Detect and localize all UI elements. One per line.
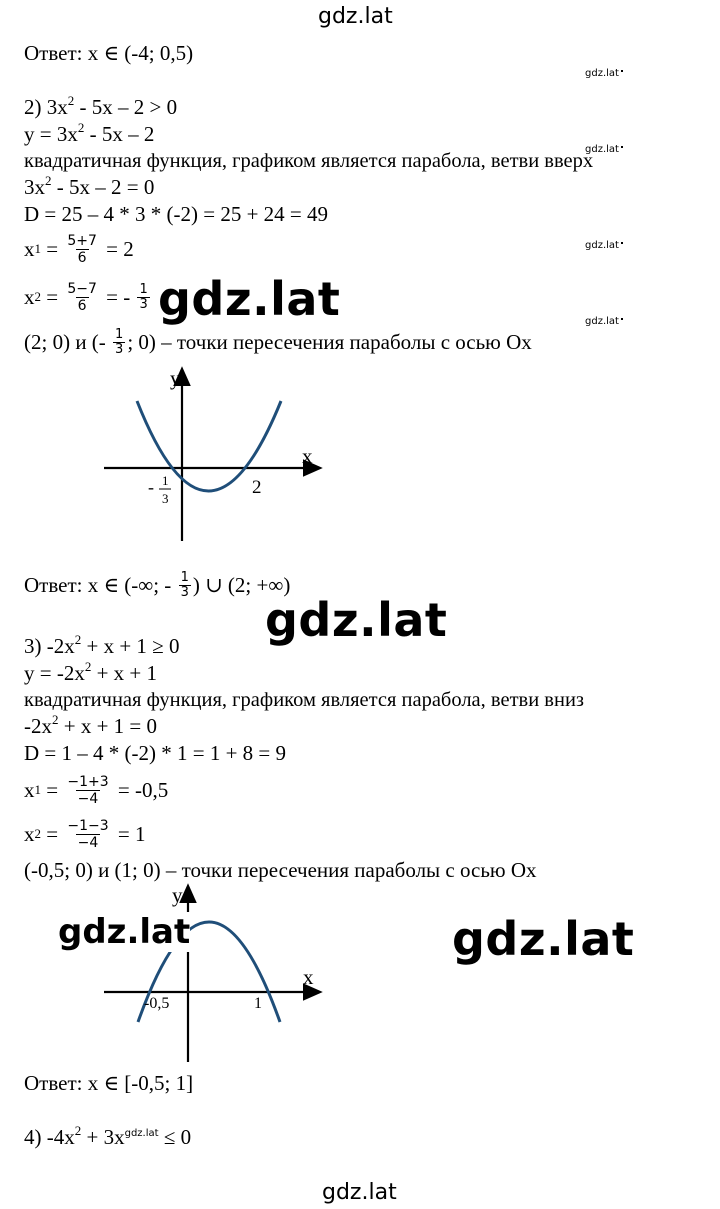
- task2-equation-b: - 5x – 2 = 0: [51, 175, 155, 199]
- task2-inequality-a: 2) 3x: [24, 95, 68, 119]
- task4-a: 4) -4x: [24, 1125, 75, 1149]
- x-axis-label: x: [303, 965, 314, 989]
- task3-inequality-a: 3) -2x: [24, 634, 75, 658]
- fraction-numerator: 5−7: [67, 280, 97, 297]
- root-right-label: 1: [254, 995, 262, 1012]
- watermark-top: gdz.lat: [318, 4, 393, 29]
- task3-discriminant: D = 1 – 4 * (-2) * 1 = 1 + 8 = 9: [24, 741, 287, 765]
- task3-function-a: y = -2x: [24, 661, 85, 685]
- x-label: x: [24, 236, 35, 261]
- y-axis-label: y: [170, 366, 181, 390]
- fraction-denominator: 3: [139, 296, 148, 312]
- task2-answer: [24, 566, 290, 604]
- x1-fraction: [65, 233, 99, 266]
- task2-discriminant: D = 25 – 4 * 3 * (-2) = 25 + 24 = 49: [24, 202, 329, 226]
- answer-prefix: Ответ: x ∈: [24, 41, 125, 65]
- equals: =: [41, 777, 64, 802]
- watermark-big-1: gdz.lat: [158, 272, 341, 326]
- x-label: x: [24, 777, 35, 802]
- fraction-numerator: 1: [115, 326, 124, 342]
- task3-answer: Ответ: x ∈ [-0,5; 1]: [24, 1071, 194, 1095]
- root-left-num: 1: [162, 473, 169, 488]
- root-left-label: -0,5: [144, 995, 170, 1012]
- task3-function-b: + x + 1: [91, 661, 158, 685]
- watermark-bottom: gdz.lat: [322, 1180, 397, 1205]
- answer-value: (-4; 0,5): [124, 41, 194, 65]
- exponent: 2: [67, 93, 75, 108]
- fraction-numerator: 1: [139, 281, 148, 297]
- exponent: 2: [77, 120, 85, 135]
- task3-x1: x 1 = $\frac{-1+3}{-4}$ = -0,5: [24, 773, 169, 807]
- task3-equation-a: -2x: [24, 714, 52, 738]
- equals: =: [41, 236, 64, 261]
- fraction-numerator: 5+7: [67, 232, 97, 249]
- root-right-label: 2: [252, 477, 262, 498]
- parabola-graph-up: [100, 365, 330, 545]
- task2-function-b: - 5x – 2: [84, 122, 155, 146]
- task2-intersection: [24, 323, 532, 361]
- x2-fraction: [65, 281, 99, 314]
- answer-b: ) ∪ (2; +∞): [192, 572, 291, 597]
- task4-c: ≤ 0: [158, 1125, 192, 1149]
- equals: =: [41, 284, 64, 309]
- task4-b: + 3x: [81, 1125, 125, 1149]
- task3-description: квадратичная функция, графиком является парабола, ветви вниз: [24, 689, 585, 711]
- task3-inequality: [24, 632, 180, 658]
- watermark-big-2: gdz.lat: [265, 593, 448, 647]
- fraction-numerator: −1−3: [67, 817, 109, 834]
- task2-function: [24, 120, 155, 146]
- y-axis-label: y: [172, 883, 183, 907]
- fraction-denominator: 6: [77, 297, 87, 314]
- fraction-denominator: −4: [77, 790, 99, 807]
- fraction-numerator: 1: [180, 569, 189, 585]
- equals: =: [41, 821, 64, 846]
- root-left-den: 3: [162, 491, 169, 506]
- exponent: 2: [74, 1123, 82, 1138]
- task2-description: квадратичная функция, графиком является парабола, ветви вверх: [24, 150, 594, 172]
- x2-fraction: [65, 818, 110, 851]
- task3-function: [24, 659, 158, 685]
- task2-x1: x 1 = $\frac{5+7}{6}$ = 2: [24, 232, 134, 266]
- x-label: x: [24, 821, 35, 846]
- task4-inequality: [24, 1123, 192, 1149]
- task2-equation: [24, 173, 155, 199]
- watermark-small-3: gdz.lat: [585, 240, 623, 251]
- task3-equation: [24, 712, 158, 738]
- x-label: x: [24, 284, 35, 309]
- x2-result-fraction: [137, 283, 149, 312]
- task2-function-a: y = 3x: [24, 122, 78, 146]
- x1-result: = -0,5: [112, 777, 169, 802]
- intersection-a: (2; 0) и (-: [24, 329, 112, 354]
- task3-inequality-b: + x + 1 ≥ 0: [81, 634, 180, 658]
- task3-intersection: (-0,5; 0) и (1; 0) – точки пересечения параболы с осью Ox: [24, 858, 537, 882]
- task2-x2: x 2 = $\frac{5-7}{6}$ = - $\frac{1}{3}$: [24, 280, 148, 314]
- exponent: 2: [74, 632, 82, 647]
- x1-result: = 2: [100, 236, 134, 261]
- intersection-fraction: [113, 328, 125, 357]
- task2-equation-a: 3x: [24, 175, 45, 199]
- answer-fraction: [179, 571, 191, 600]
- root-left-minus: -: [148, 477, 154, 497]
- answer-line-1: [24, 43, 193, 64]
- watermark-med: gdz.lat: [58, 912, 191, 952]
- task3-equation-b: + x + 1 = 0: [58, 714, 158, 738]
- exponent: 2: [84, 659, 92, 674]
- intersection-b: ; 0) – точки пересечения параболы с осью Ox: [127, 329, 532, 354]
- watermark-big-3: gdz.lat: [452, 912, 635, 966]
- fraction-numerator: −1+3: [67, 773, 109, 790]
- answer-a: Ответ: x ∈ (-∞; -: [24, 572, 177, 597]
- x1-fraction: [65, 774, 110, 807]
- x2-result: = 1: [112, 821, 146, 846]
- fraction-denominator: 3: [180, 584, 189, 600]
- parabola-graph-down: [100, 882, 330, 1064]
- fraction-denominator: 3: [115, 341, 124, 357]
- exponent: 2: [45, 173, 52, 188]
- x-axis-label: x: [302, 444, 313, 468]
- x2-result-prefix: = -: [100, 284, 136, 309]
- fraction-denominator: −4: [77, 834, 99, 851]
- task3-x2: x 2 = $\frac{-1-3}{-4}$ = 1: [24, 817, 146, 851]
- watermark-small-4: gdz.lat: [585, 316, 623, 327]
- task2-inequality: [24, 93, 178, 119]
- fraction-denominator: 6: [77, 249, 87, 266]
- task2-inequality-b: - 5x – 2 > 0: [74, 95, 178, 119]
- watermark-inline: gdz.lat: [124, 1128, 159, 1139]
- watermark-small-1: gdz.lat: [585, 68, 623, 79]
- exponent: 2: [52, 712, 59, 727]
- watermark-small-2: gdz.lat: [585, 144, 623, 155]
